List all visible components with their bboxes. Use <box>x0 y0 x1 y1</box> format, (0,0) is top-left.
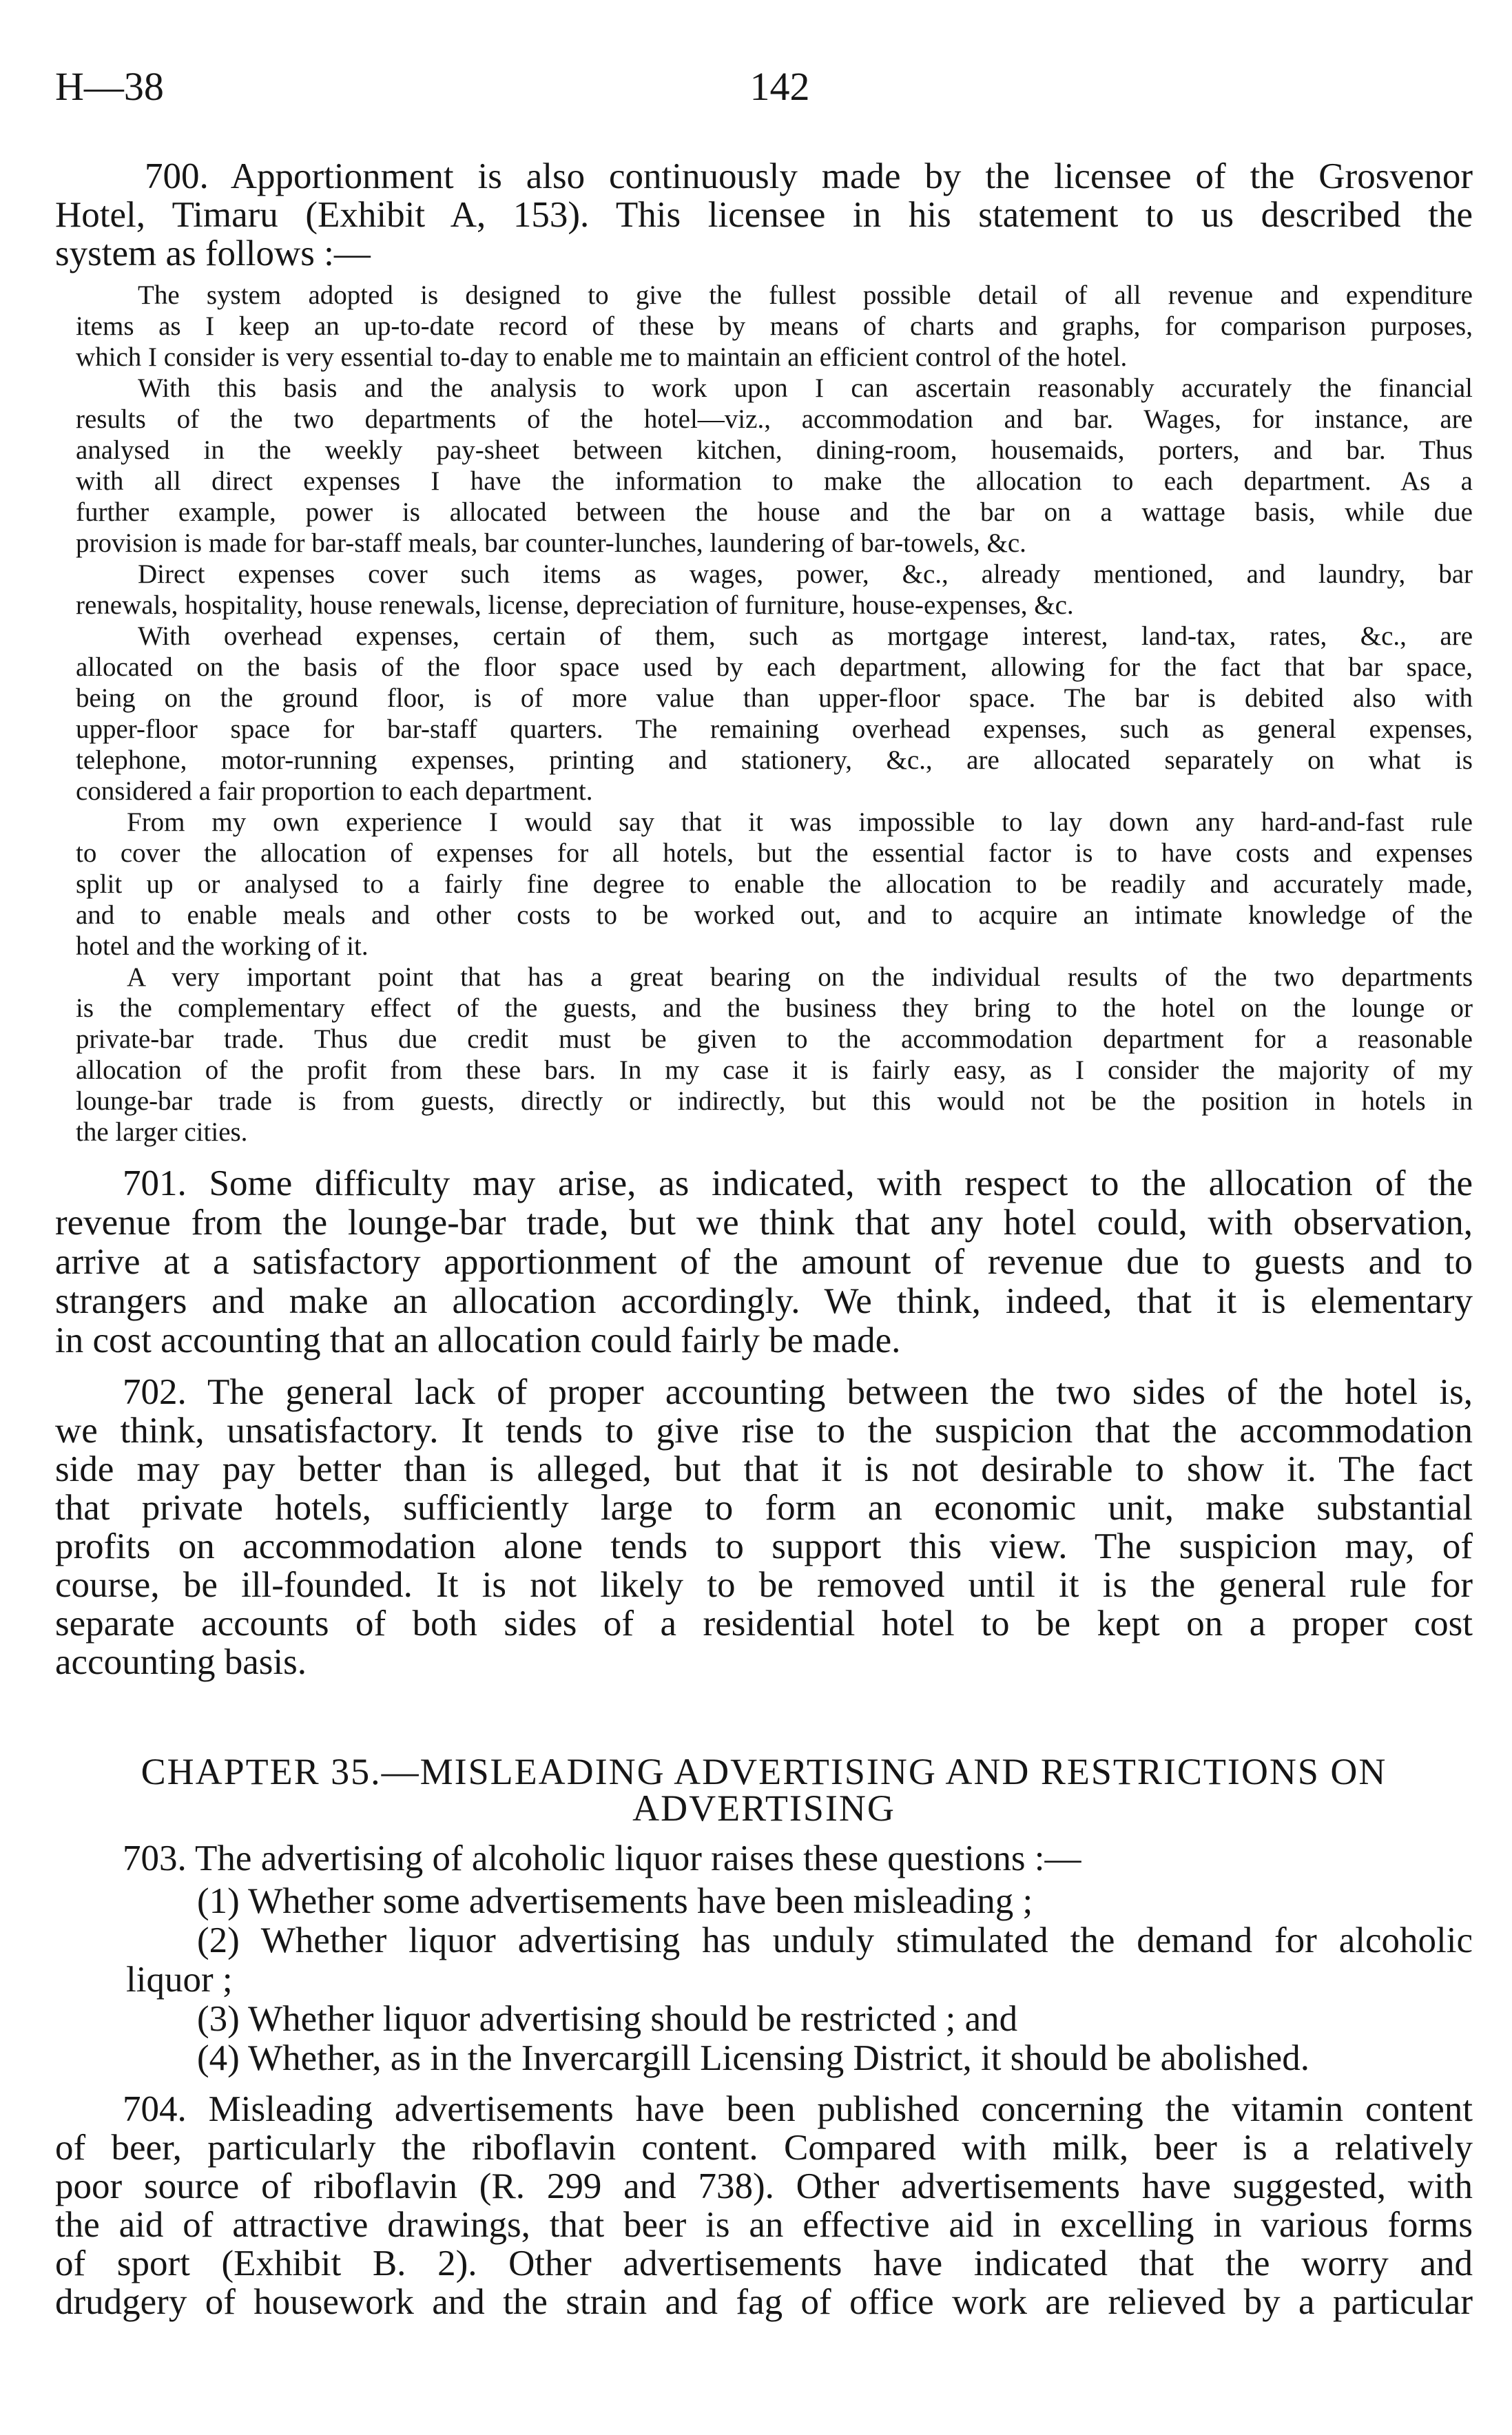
page-number: 142 <box>749 64 810 109</box>
question-item <box>55 2000 1473 2039</box>
question-line: (3) Whether liquor advertising should be restricted ; and <box>197 1999 1018 2039</box>
paragraph-line: separate accounts of both sides of a residential hotel to be kept on a proper cost <box>55 1604 1473 1644</box>
quote-line: is the complementary effect of the guests, and the business they bring to the hotel on the lounge or <box>76 993 1473 1023</box>
quote-line: to cover the allocation of expenses for all hotels, but the essential factor is to have costs and expenses <box>76 838 1473 868</box>
paragraph-703 <box>55 1839 1473 1878</box>
quoted-statement <box>76 280 1473 1148</box>
quote-line: With overhead expenses, certain of them, such as mortgage interest, land-tax, rates, &c., are <box>138 621 1473 651</box>
quote-line: upper-floor space for bar-staff quarters. The remaining overhead expenses, such as general expenses, <box>76 714 1473 744</box>
paragraph-line: in cost accounting that an allocation could fairly be made. <box>55 1320 901 1360</box>
paragraph-702 <box>55 1373 1473 1681</box>
chapter-heading-line: CHAPTER 35.—MISLEADING ADVERTISING AND RESTRICTIONS ON <box>141 1751 1387 1792</box>
quote-line: provision is made for bar-staff meals, bar counter-lunches, laundering of bar-towels, &c. <box>76 528 1026 558</box>
quote-paragraph <box>76 962 1473 1148</box>
paragraph-line: Hotel, Timaru (Exhibit A, 153). This licensee in his statement to us described the <box>55 195 1473 235</box>
quote-paragraph <box>76 621 1473 807</box>
quote-line: lounge-bar trade is from guests, directly or indirectly, but this would not be the position in hotels in <box>76 1086 1473 1116</box>
paragraph-701 <box>55 1164 1473 1360</box>
paragraph-line: 700. Apportionment is also continuously made by the licensee of the Grosvenor <box>145 156 1473 196</box>
paragraph-line: 702. The general lack of proper accounting between the two sides of the hotel is, <box>123 1372 1473 1412</box>
quote-line: further example, power is allocated between the house and the bar on a wattage basis, while due <box>76 497 1473 527</box>
paragraph-704 <box>55 2090 1473 2321</box>
quote-line: A very important point that has a great bearing on the individual results of the two departments <box>127 962 1473 992</box>
chapter-heading <box>55 1751 1473 1829</box>
paragraph-line: of sport (Exhibit B. 2). Other advertisements have indicated that the worry and <box>55 2244 1473 2283</box>
paragraph-line: drudgery of housework and the strain and fag of office work are relieved by a particular <box>55 2282 1473 2322</box>
running-head: H—38 <box>55 64 164 109</box>
quote-line: renewals, hospitality, house renewals, license, depreciation of furniture, house-expenses, &c. <box>76 590 1074 620</box>
quote-line: private-bar trade. Thus due credit must be given to the accommodation department for a reasonable <box>76 1024 1473 1054</box>
quote-paragraph <box>76 807 1473 962</box>
paragraph-line: 701. Some difficulty may arise, as indicated, with respect to the allocation of the <box>123 1163 1473 1203</box>
question-line: (4) Whether, as in the Invercargill Licensing District, it should be abolished. <box>197 2038 1309 2078</box>
chapter-heading-line: ADVERTISING <box>632 1788 895 1829</box>
paragraph-700 <box>55 157 1473 273</box>
quote-line: with all direct expenses I have the information to make the allocation to each department. As a <box>76 466 1473 496</box>
question-item <box>55 2039 1473 2078</box>
paragraph-line: accounting basis. <box>55 1642 307 1682</box>
quote-line: Direct expenses cover such items as wages, power, &c., already mentioned, and laundry, bar <box>138 559 1473 589</box>
quote-line: allocated on the basis of the floor space used by each department, allowing for the fact that bar space, <box>76 652 1473 682</box>
quote-line: From my own experience I would say that it was impossible to lay down any hard-and-fast rule <box>127 807 1473 837</box>
paragraph-line: arrive at a satisfactory apportionment of the amount of revenue due to guests and to <box>55 1242 1473 1282</box>
quote-line: With this basis and the analysis to work upon I can ascertain reasonably accurately the financial <box>138 373 1473 403</box>
quote-line: which I consider is very essential to-day to enable me to maintain an efficient control of the hotel. <box>76 342 1128 372</box>
paragraph-line: strangers and make an allocation accordingly. We think, indeed, that it is elementary <box>55 1281 1473 1321</box>
paragraph-line: system as follows :— <box>55 234 371 273</box>
question-line: (1) Whether some advertisements have been misleading ; <box>197 1881 1033 1921</box>
quote-line: allocation of the profit from these bars. In my case it is fairly easy, as I consider the majority of my <box>76 1055 1473 1085</box>
paragraph-line: revenue from the lounge-bar trade, but we think that any hotel could, with observation, <box>55 1203 1473 1243</box>
quote-line: telephone, motor-running expenses, printing and stationery, &c., are allocated separately on what is <box>76 745 1473 775</box>
quote-paragraph <box>76 280 1473 373</box>
paragraph-line: we think, unsatisfactory. It tends to give rise to the suspicion that the accommodation <box>55 1411 1473 1451</box>
paragraph-line: poor source of riboflavin (R. 299 and 738). Other advertisements have suggested, with <box>55 2166 1473 2206</box>
quote-paragraph <box>76 373 1473 559</box>
question-list <box>55 1882 1473 2078</box>
paragraph-line: course, be ill-founded. It is not likely to be removed until it is the general rule for <box>55 1565 1473 1605</box>
quote-line: analysed in the weekly pay-sheet between kitchen, dining-room, housemaids, porters, and bar. Thus <box>76 435 1473 465</box>
paragraph-line: the aid of attractive drawings, that beer is an effective aid in excelling in various forms <box>55 2205 1473 2245</box>
paragraph-line: that private hotels, sufficiently large to form an economic unit, make substantial <box>55 1488 1473 1528</box>
paragraph-line: of beer, particularly the riboflavin content. Compared with milk, beer is a relatively <box>55 2128 1473 2168</box>
quote-line: hotel and the working of it. <box>76 931 369 961</box>
paragraph-line: side may pay better than is alleged, but that it is not desirable to show it. The fact <box>55 1449 1473 1489</box>
quote-line: The system adopted is designed to give the fullest possible detail of all revenue and expenditure <box>138 280 1473 310</box>
paragraph-line: 703. The advertising of alcoholic liquor raises these questions :— <box>123 1838 1081 1878</box>
quote-line: and to enable meals and other costs to be worked out, and to acquire an intimate knowledge of the <box>76 900 1473 930</box>
paragraph-line: 704. Misleading advertisements have been published concerning the vitamin content <box>123 2089 1473 2129</box>
quote-line: considered a fair proportion to each department. <box>76 776 593 806</box>
question-item <box>55 1882 1473 1921</box>
quote-line: being on the ground floor, is of more value than upper-floor space. The bar is debited also with <box>76 683 1473 713</box>
quote-line: split up or analysed to a fairly fine degree to enable the allocation to be readily and accurately made, <box>76 869 1473 899</box>
quote-line: the larger cities. <box>76 1117 248 1147</box>
quote-paragraph <box>76 559 1473 621</box>
question-item <box>55 1921 1473 2000</box>
paragraph-line: profits on accommodation alone tends to support this view. The suspicion may, of <box>55 1526 1473 1566</box>
question-line: liquor ; <box>126 1960 233 2000</box>
quote-line: items as I keep an up-to-date record of these by means of charts and graphs, for comparison purposes, <box>76 311 1473 341</box>
quote-line: results of the two departments of the hotel—viz., accommodation and bar. Wages, for instance, are <box>76 404 1473 434</box>
question-line: (2) Whether liquor advertising has unduly stimulated the demand for alcoholic <box>197 1920 1473 1960</box>
